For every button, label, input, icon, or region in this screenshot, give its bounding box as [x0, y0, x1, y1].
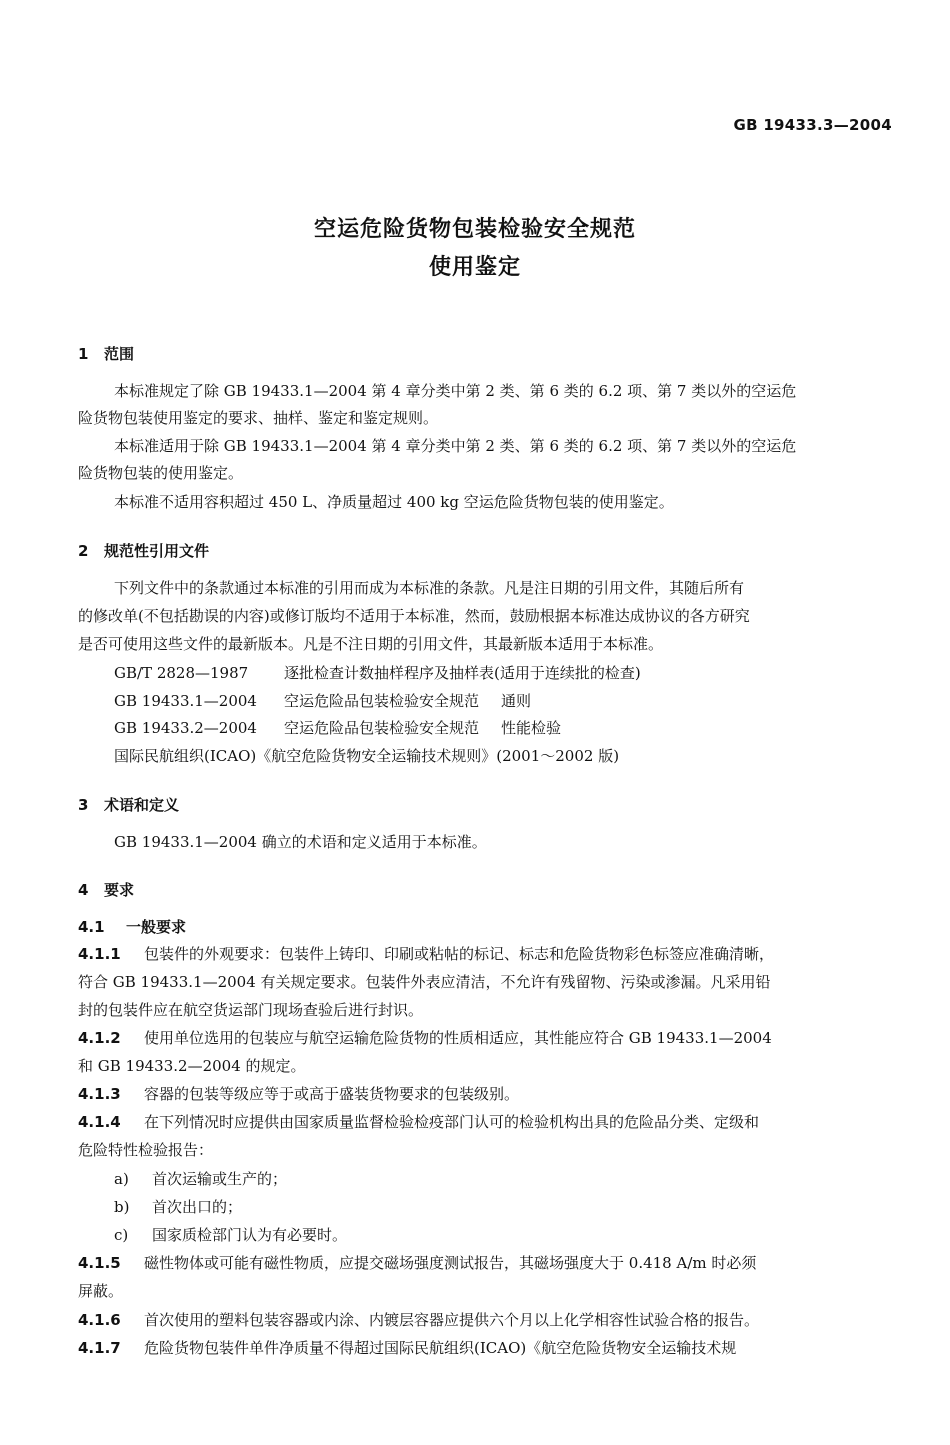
section-3-heading [78, 794, 179, 815]
section-title: 要求 [104, 881, 135, 899]
list-item [114, 1228, 347, 1243]
paragraph-line: 的修改单(不包括勘误的内容)或修订版均不适用于本标准，然而，鼓励根据本标准达成协议的各方研究 [78, 607, 750, 625]
reference-name: 空运危险品包装检验安全规范 [284, 719, 480, 737]
paragraph-line: 险货物包装的使用鉴定。 [78, 464, 244, 482]
reference-part: 通则 [501, 692, 532, 710]
list-item [114, 1172, 287, 1187]
clause-number: 4.1.4 [78, 1113, 121, 1131]
clause-text: 首次使用的塑料包装容器或内涂、内镀层容器应提供六个月以上化学相容性试验合格的报告。 [144, 1311, 760, 1329]
clause-number: 4.1.1 [78, 945, 121, 963]
reference-code: GB 19433.1—2004 [114, 692, 257, 710]
clause-text: 包装件的外观要求：包装件上铸印、印刷或粘帖的标记、标志和危险货物彩色标签应准确清晰， [144, 945, 775, 963]
clause-number: 4.1.6 [78, 1311, 121, 1329]
clause-text: 在下列情况时应提供由国家质量监督检验检疫部门认可的检验机构出具的危险品分类、定级和 [144, 1113, 760, 1131]
subsection-title: 一般要求 [126, 918, 187, 936]
reference-code: GB/T 2828—1987 [114, 664, 249, 682]
reference-item [114, 666, 932, 681]
section-number: 1 [78, 345, 89, 363]
section-1-heading [78, 343, 134, 364]
clause-4-1-4 [78, 1115, 759, 1130]
paragraph-line: GB 19433.1—2004 确立的术语和定义适用于本标准。 [114, 833, 487, 851]
clause-text: 使用单位选用的包装应与航空运输危险货物的性质相适应，其性能应符合 GB 19433.1—2004 [144, 1029, 772, 1047]
section-number: 4 [78, 881, 89, 899]
paragraph-line: 屏蔽。 [78, 1282, 124, 1300]
paragraph-line: 下列文件中的条款通过本标准的引用而成为本标准的条款。凡是注日期的引用文件，其随后所有 [114, 579, 745, 597]
section-title: 术语和定义 [104, 796, 180, 814]
clause-4-1-6 [78, 1313, 759, 1328]
section-title: 规范性引用文件 [104, 542, 210, 560]
list-text: 首次出口的； [152, 1198, 243, 1216]
list-item [114, 1200, 242, 1215]
clause-number: 4.1.5 [78, 1254, 121, 1272]
clause-number: 4.1.7 [78, 1339, 121, 1357]
list-text: 首次运输或生产的； [152, 1170, 288, 1188]
section-number: 3 [78, 796, 89, 814]
paragraph-line: 险货物包装使用鉴定的要求、抽样、鉴定和鉴定规则。 [78, 409, 439, 427]
paragraph-line: 和 GB 19433.2—2004 的规定。 [78, 1057, 306, 1075]
list-text: 国家质检部门认为有必要时。 [152, 1226, 348, 1244]
paragraph-line: 本标准不适用容积超过 450 L、净质量超过 400 kg 空运危险货物包装的使用鉴定。 [114, 493, 674, 511]
reference-part: 性能检验 [501, 719, 562, 737]
document-title: 空运危险货物包装检验安全规范 [313, 217, 636, 242]
list-marker: b) [114, 1198, 130, 1216]
section-2-heading [78, 540, 209, 561]
clause-number: 4.1.2 [78, 1029, 121, 1047]
section-title: 范围 [104, 345, 135, 363]
section-4-heading [78, 879, 134, 900]
reference-item [114, 694, 932, 709]
reference-name: 空运危险品包装检验安全规范 [284, 692, 480, 710]
clause-number: 4.1.3 [78, 1085, 121, 1103]
section-number: 2 [78, 542, 89, 560]
list-marker: a) [114, 1170, 129, 1188]
paragraph-line: 本标准规定了除 GB 19433.1—2004 第 4 章分类中第 2 类、第 6 类的 6.2 项、第 7 类以外的空运危 [114, 382, 797, 400]
reference-code: GB 19433.2—2004 [114, 719, 257, 737]
clause-4-1-1 [78, 947, 774, 962]
paragraph-line: 本标准适用于除 GB 19433.1—2004 第 4 章分类中第 2 类、第 6 类的 6.2 项、第 7 类以外的空运危 [114, 437, 797, 455]
paragraph-line: 危险特性检验报告： [78, 1141, 214, 1159]
clause-4-1-5 [78, 1256, 756, 1271]
reference-item [114, 721, 932, 736]
clause-text: 容器的包装等级应等于或高于盛装货物要求的包装级别。 [144, 1085, 520, 1103]
clause-4-1-7 [78, 1341, 736, 1356]
clause-4-1-3 [78, 1087, 519, 1102]
reference-name: 逐批检查计数抽样程序及抽样表(适用于连续批的检查) [284, 664, 641, 682]
clause-4-1-2 [78, 1031, 772, 1046]
document-subtitle: 使用鉴定 [428, 255, 521, 280]
paragraph-line: 是否可使用这些文件的最新版本。凡是不注日期的引用文件，其最新版本适用于本标准。 [78, 635, 664, 653]
standard-code: GB 19433.3—2004 [733, 116, 892, 134]
clause-text: 磁性物体或可能有磁性物质，应提交磁场强度测试报告，其磁场强度大于 0.418 A/m 时必须 [144, 1254, 757, 1272]
list-marker: c) [114, 1226, 129, 1244]
subsection-number: 4.1 [78, 918, 105, 936]
subsection-4-1-heading [78, 920, 186, 935]
paragraph-line: 符合 GB 19433.1—2004 有关规定要求。包装件外表应清洁，不允许有残留物、污染或渗漏。凡采用铅 [78, 973, 771, 991]
paragraph-line: 封的包装件应在航空货运部门现场查验后进行封识。 [78, 1001, 424, 1019]
clause-text: 危险货物包装件单件净质量不得超过国际民航组织(ICAO)《航空危险货物安全运输技术规 [144, 1339, 737, 1357]
reference-item-icao: 国际民航组织(ICAO)《航空危险货物安全运输技术规则》(2001～2002 版) [114, 747, 620, 765]
